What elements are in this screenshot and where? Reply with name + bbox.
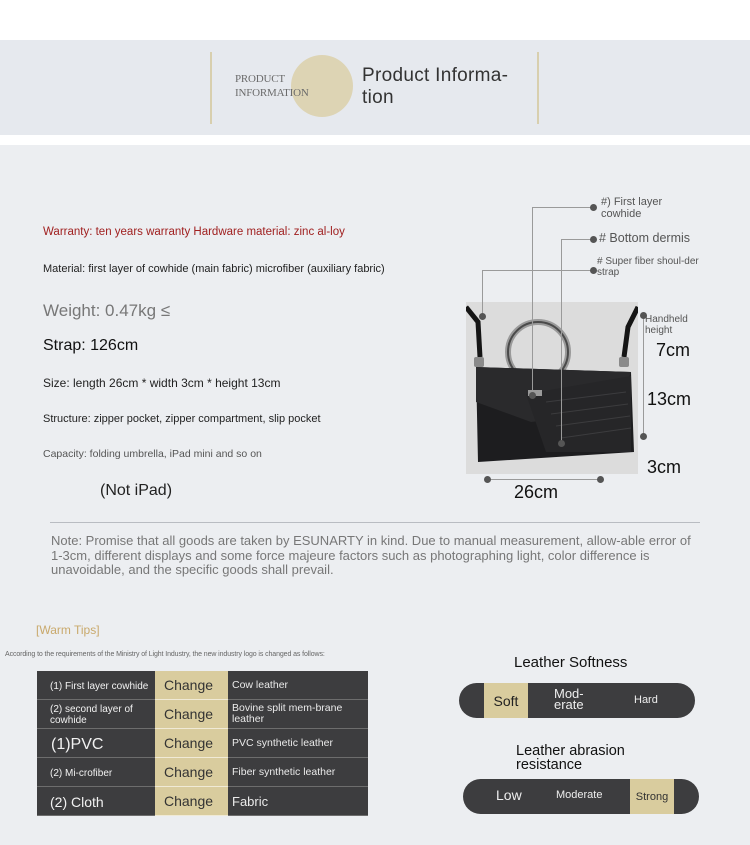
- abrasion-low: Low: [496, 787, 522, 803]
- dimension-width: 3cm: [647, 457, 682, 477]
- table-row: [37, 758, 368, 787]
- bag-illustration: [466, 302, 638, 474]
- callout-super-fiber: # Super fiber shoul-der strap: [597, 256, 699, 278]
- callout-bottom-dermis: # Bottom dermis: [599, 231, 691, 245]
- capacity-text: Capacity: folding umbrella, iPad mini and so on: [43, 448, 262, 460]
- page-title: Product Informa-tion: [362, 65, 509, 108]
- table-row: [37, 729, 368, 758]
- callout-dot-2: [590, 236, 597, 243]
- new-name-cell: Fiber synthetic leather: [228, 758, 368, 787]
- table-row: [37, 671, 368, 700]
- structure-text: Structure: zipper pocket, zipper compartment, slip pocket: [43, 413, 321, 425]
- table-row: [37, 700, 368, 729]
- old-name-cell: (1)PVC: [37, 729, 155, 758]
- softness-soft-selected: Soft: [484, 683, 528, 718]
- change-cell: Change: [155, 787, 228, 816]
- softness-moderate: Mod-erate: [554, 686, 584, 712]
- industry-note: According to the requirements of the Ministry of Light Industry, the new industry logo is changed as follows:: [5, 651, 325, 658]
- dimension-dot-left: [484, 476, 491, 483]
- weight-text: Weight: 0.47kg ≤: [43, 301, 171, 320]
- callout-dot-3b: [479, 313, 486, 320]
- old-name-cell: (2) Cloth: [37, 787, 155, 816]
- softness-hard: Hard: [634, 694, 658, 706]
- header-en-line1: PRODUCT: [235, 73, 285, 85]
- table-row: [37, 787, 368, 816]
- dimension-dot-bottom: [640, 433, 647, 440]
- bag-photo: [466, 302, 638, 474]
- dimension-line-horizontal: [488, 479, 601, 480]
- callout-line-top-v: [532, 207, 533, 395]
- old-name-cell: (2) Mi-crofiber: [37, 758, 155, 787]
- header-divider-right: [537, 52, 539, 124]
- dimension-length: 26cm: [514, 482, 559, 502]
- handheld-height-label: Handheld height: [645, 314, 688, 336]
- callout-dot-1: [590, 204, 597, 211]
- size-text: Size: length 26cm * width 3cm * height 13cm: [43, 376, 281, 390]
- dimension-handle: 7cm: [656, 340, 691, 360]
- note-text: Note: Promise that all goods are taken by ESUNARTY in kind. Due to manual measurement, allow-able error of 1-3cm, different displays and some force majeure factors such as photographing light, color difference is unavoidable, and the specific goods shall prevail.: [51, 533, 691, 577]
- header-en-line2: INFORMATION: [235, 87, 309, 99]
- callout-first-layer: #) First layer cowhide: [601, 196, 663, 220]
- warranty-text: Warranty: ten years warranty Hardware material: zinc al-loy: [43, 226, 345, 238]
- tips-table: [37, 671, 368, 816]
- dimension-height: 13cm: [647, 389, 692, 409]
- not-ipad-text: (Not iPad): [100, 482, 173, 499]
- new-name-cell: Fabric: [228, 787, 368, 816]
- new-name-cell: Bovine split mem-brane leather: [228, 700, 368, 729]
- material-text: Material: first layer of cowhide (main fabric) microfiber (auxiliary fabric): [43, 263, 385, 275]
- change-cell: Change: [155, 700, 228, 729]
- softness-title: Leather Softness: [514, 654, 628, 671]
- abrasion-moderate: Moderate: [556, 789, 603, 801]
- old-name-cell: (2) second layer of cowhide: [37, 700, 155, 729]
- warm-tips-title: [Warm Tips]: [36, 623, 100, 637]
- callout-line-low-v: [482, 270, 483, 316]
- change-cell: Change: [155, 729, 228, 758]
- new-name-cell: Cow leather: [228, 671, 368, 700]
- abrasion-strong-selected: Strong: [630, 779, 674, 814]
- change-cell: Change: [155, 758, 228, 787]
- callout-line-top-h: [532, 207, 594, 208]
- header-english-label: [235, 72, 309, 100]
- header-divider-left: [210, 52, 212, 124]
- callout-dot-3: [590, 267, 597, 274]
- callout-line-low-h: [482, 270, 594, 271]
- dimension-dot-right: [597, 476, 604, 483]
- change-cell: Change: [155, 671, 228, 700]
- callout-dot-1b: [529, 392, 536, 399]
- abrasion-title: Leather abrasion resistance: [516, 743, 625, 773]
- new-name-cell: PVC synthetic leather: [228, 729, 368, 758]
- callout-dot-2b: [558, 440, 565, 447]
- dimension-line-vertical: [643, 315, 644, 437]
- section-divider: [50, 522, 700, 523]
- strap-text: Strap: 126cm: [43, 337, 139, 354]
- old-name-cell: (1) First layer cowhide: [37, 671, 155, 700]
